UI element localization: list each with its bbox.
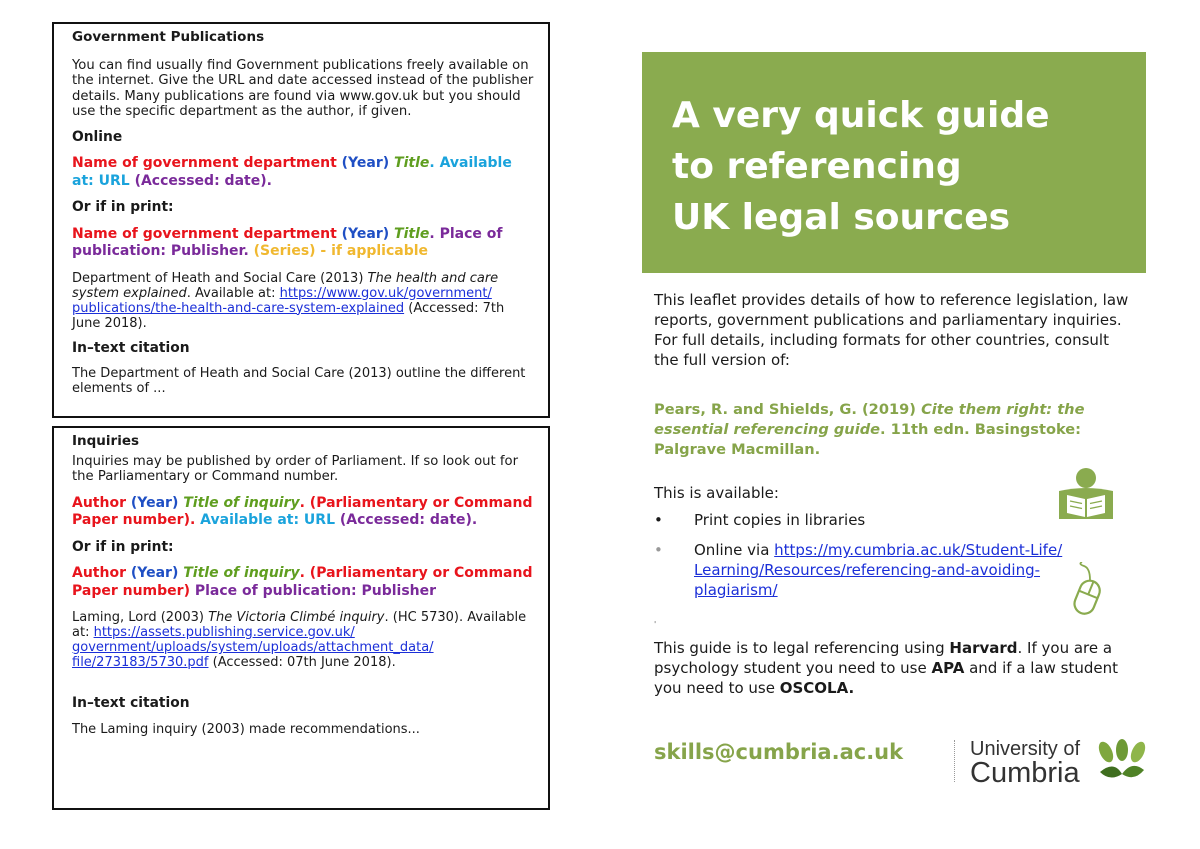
format-available: . Available at: URL [72, 155, 512, 189]
format-accessed: (Accessed: date). [134, 172, 272, 189]
gov-print-format [72, 226, 536, 261]
title-banner [642, 52, 1146, 273]
pears-reference [654, 400, 1134, 460]
available-label: This is available: [654, 484, 779, 502]
format-title: Title [394, 225, 430, 242]
gov-example [72, 271, 536, 331]
format-year: (Year) [341, 225, 390, 242]
format-year: (Year) [130, 565, 179, 581]
pears-title: Cite them right: the essential referencing guide [654, 401, 1085, 438]
title-line: UK legal sources [672, 197, 1011, 238]
example-mid: . (HC 5730). Available at: [72, 610, 527, 640]
format-title: Title of inquiry [183, 494, 300, 511]
bullet-text: Print copies in libraries [694, 511, 866, 529]
example-title: The Victoria Climbé inquiry [208, 610, 385, 625]
gov-online-format [72, 155, 536, 190]
example-title: The health and care system explained [72, 270, 499, 301]
gov-intext-label: In–text citation [72, 339, 190, 356]
inq-intext-label: In–text citation [72, 695, 190, 711]
leaflet-intro: This leaflet provides details of how to reference legislation, law reports, government publications and parliamentary inquiries. For full details, including formats for other countries, consult the full version of: [654, 291, 1129, 369]
format-author: Name of government department [72, 225, 337, 242]
cumbria-referencing-link[interactable]: https://my.cumbria.ac.uk/Student-Life/ Learning/Resources/referencing-and-avoiding- plagiarism/ [694, 541, 1063, 599]
format-author: Author [72, 565, 126, 581]
stray-mark: ' [654, 620, 657, 629]
format-title: Title [394, 155, 430, 171]
format-accessed: (Accessed: date). [339, 512, 478, 528]
format-author: Author [72, 494, 126, 511]
gov-print-label: Or if in print: [72, 199, 174, 215]
bullet-online [654, 540, 1104, 602]
gov-intext: The Department of Heath and Social Care (2013) outline the different elements of ... [72, 366, 526, 396]
inq-print-format [72, 565, 536, 600]
inq-online-format [72, 495, 536, 530]
bullet-print-copies [654, 510, 954, 530]
harvard-note: This guide is to legal referencing using Harvard. If you are a psychology student you need to use APA and if a law student you need to use OSCOLA. [654, 639, 1119, 697]
pears-suffix: . 11th edn. Basingstoke: Palgrave Macmillan. [654, 421, 1082, 458]
bullet-dot: • [654, 511, 663, 529]
inquiries-box [52, 426, 550, 810]
format-available: Available at: URL [200, 512, 335, 528]
title-line: A very quick guide [672, 95, 1050, 136]
computer-mouse-icon [1068, 562, 1104, 622]
format-author: Name of government department [72, 155, 337, 171]
format-paper: . (Parliamentary or Command Paper number) [72, 565, 533, 599]
gov-online-label: Online [72, 128, 123, 145]
title-line: to referencing [672, 146, 962, 187]
gov-example-link[interactable]: https://www.gov.uk/government/ publications/the-health-and-care-system-explained [72, 285, 492, 316]
inq-example-link[interactable]: https://assets.publishing.service.gov.uk/ government/uploads/system/uploads/attachment_data/ file/273183/5730.pdf [72, 625, 434, 670]
inq-print-label: Or if in print: [72, 538, 174, 555]
cumbria-text: Cumbria [970, 757, 1080, 789]
inq-heading: Inquiries [72, 433, 140, 449]
government-publications-box [52, 22, 550, 418]
format-place: . Place of publication: Publisher. [72, 225, 503, 259]
format-series: (Series) - if applicable [253, 243, 429, 259]
example-prefix: Laming, Lord (2003) [72, 610, 209, 625]
inq-intro: Inquiries may be published by order of Parliament. If so look out for the Parliamentary or Command number. [72, 453, 519, 484]
example-mid: . Available at: [186, 285, 280, 301]
example-prefix: Department of Heath and Social Care (2013) [72, 270, 368, 286]
apa-bold: APA [931, 659, 965, 677]
pears-prefix: Pears, R. and Shields, G. (2019) [654, 401, 922, 418]
inq-example [72, 610, 536, 670]
oscola-bold: OSCOLA. [779, 679, 855, 697]
bullet-text: Online via https://my.cumbria.ac.uk/Student-Life/ Learning/Resources/referencing-and-avoiding- plagiarism/ [694, 541, 1063, 599]
format-year: (Year) [130, 494, 179, 511]
gov-heading: Government Publications [72, 29, 265, 45]
harvard-bold: Harvard [949, 639, 1018, 657]
reader-icon [1053, 465, 1119, 521]
gov-intro: You can find usually find Government publications freely available on the internet. Give the URL and date accessed instead of the publisher details. Many publications are found via www.gov.uk but you should use the specific department as the author, if given. [72, 57, 534, 119]
example-suffix: (Accessed: 7th June 2018). [72, 300, 505, 331]
format-year: (Year) [341, 155, 390, 171]
leaves-logo-icon [1096, 738, 1148, 786]
inq-intext: The Laming inquiry (2003) made recommendations... [72, 721, 420, 737]
format-place: Place of publication: Publisher [194, 582, 437, 599]
university-of-text: University of [970, 738, 1081, 760]
format-title: Title of inquiry [183, 565, 300, 581]
skills-email[interactable]: skills@cumbria.ac.uk [654, 740, 904, 764]
format-paper: . (Parliamentary or Command Paper number). [72, 494, 533, 528]
example-suffix: (Accessed: 07th June 2018). [208, 655, 396, 670]
logo-divider [954, 740, 955, 782]
bullet-dot: • [654, 541, 663, 559]
